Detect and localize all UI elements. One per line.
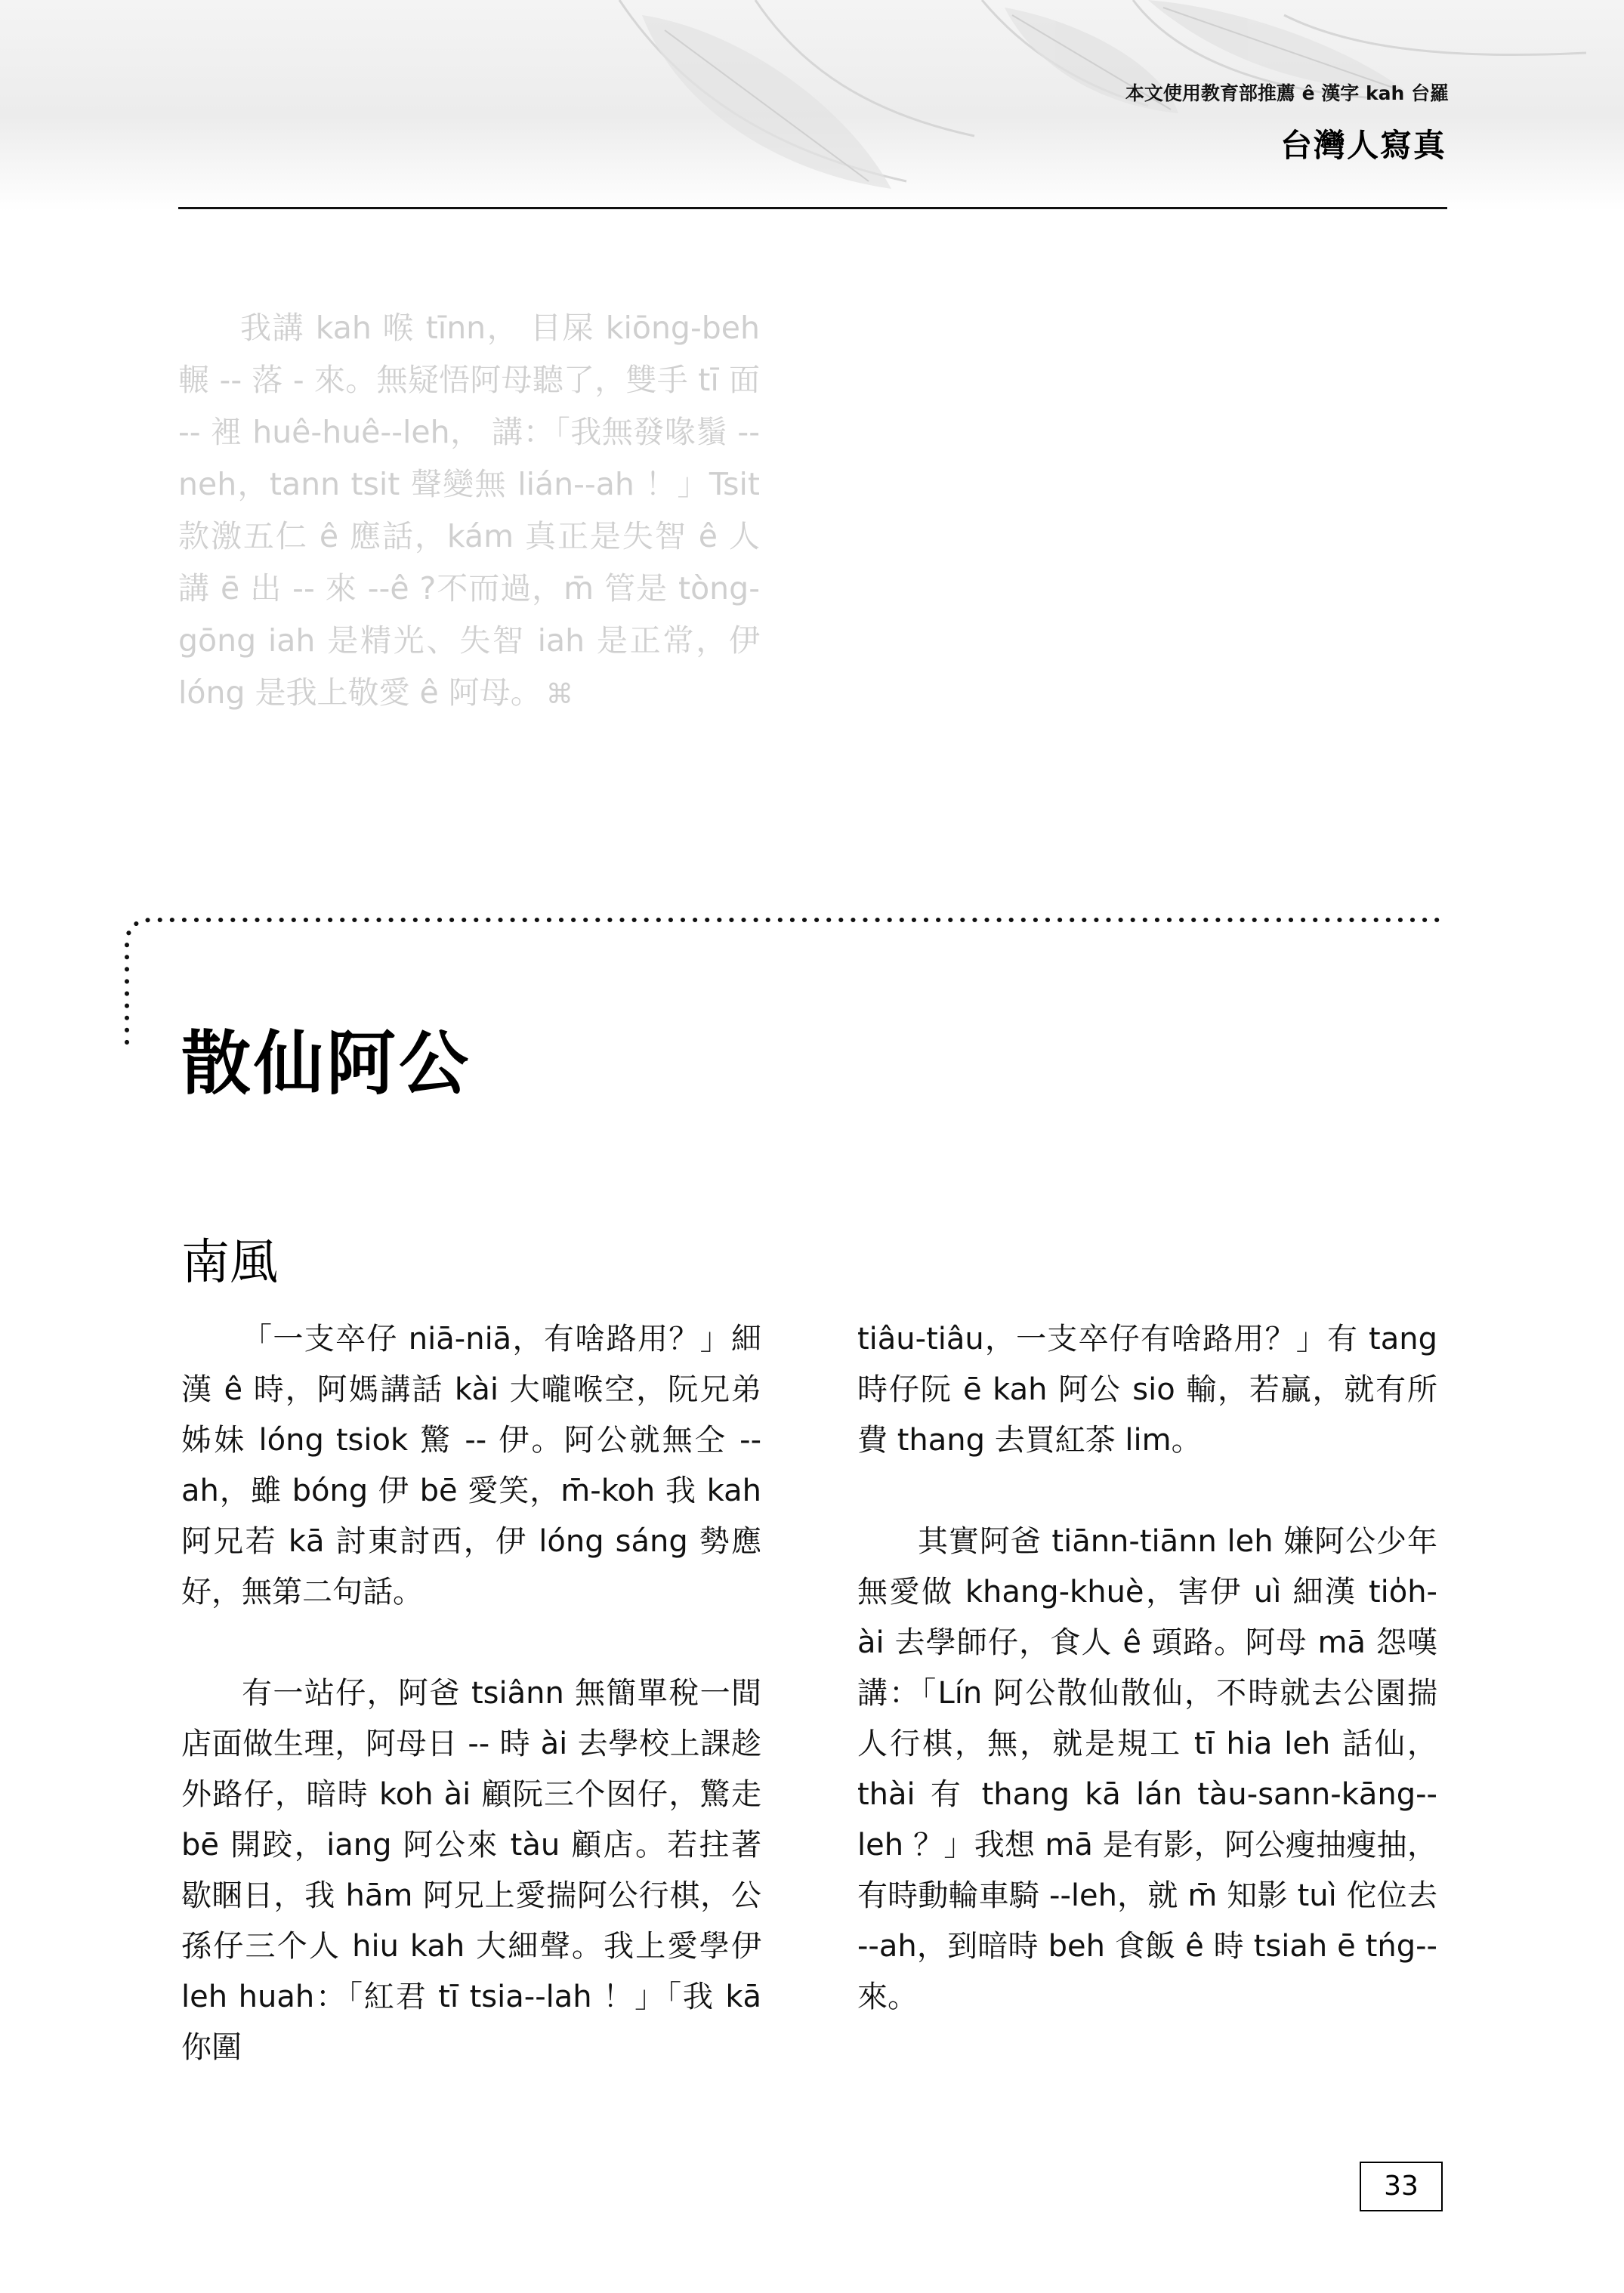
previous-article-ending <box>178 302 760 721</box>
article-author: 南風 <box>181 1235 278 1291</box>
paragraph-continued: tiâu-tiâu，一支卒仔有啥路用？」有 tang 時仔阮 ē kah 阿公 sio 輸，若贏，就有所費 thang 去買紅茶 lim。 <box>857 1322 1437 1458</box>
paragraph: 其實阿爸 tiānn-tiānn leh 嫌阿公少年無愛做 khang-khuè，害伊 uì 細漢 tio̍h-ài 去學師仔，食人 ê 頭路。阿母 mā 怨嘆講：「Lín 阿公散仙散仙，不時就去公園揣人行棋，無，就是規工 tī hia leh 話仙，thài 有 thang kā lán tàu-sann-kāng--leh ？」我想 mā 是有影，阿公瘦抽瘦抽，有時動輪車騎 --leh，就 m̄ 知影 tuì 佗位去 --ah，到暗時 beh 食飯 ê 時 tsiah ē tńg-- 來。 <box>857 1524 1437 2014</box>
header-background <box>0 0 1624 211</box>
header-rule <box>178 207 1447 209</box>
paragraph: 「一支卒仔 niā-niā，有啥路用？」細漢 ê 時，阿媽講話 kài 大嚨喉空，阮兄弟姊妹 lóng tsiok 驚 -- 伊。阿公就無仝 --ah，雖 bóng 伊 bē 愛笑，m̄-koh 我 kah 阿兄若 kā 討東討西，伊 lóng sáng 勢應好，無第二句話。 <box>181 1322 761 1609</box>
end-mark-icon: ⌘ <box>545 679 573 710</box>
page-number: 33 <box>1360 2162 1443 2211</box>
header-credit: 本文使用教育部推薦 ê 漢字 kah 台羅 <box>1125 82 1449 104</box>
article-title: 散仙阿公 <box>181 1023 472 1104</box>
paragraph: 有一站仔，阿爸 tsiânn 無簡單稅一間店面做生理，阿母日 -- 時 ài 去學校上課趁外路仔，暗時 koh ài 顧阮三个囡仔，驚走 bē 開跤，iang 阿公來 tàu 顧店。若拄著歇睏日，我 hām 阿兄上愛揣阿公行棋，公孫仔三个人 hiu kah 大細聲。我上愛學伊 leh huah：「紅君 tī tsia--lah ！」「我 kā 你圍 <box>181 1676 761 2065</box>
previous-article-text: 我講 kah 喉 tīnn， 目屎 kiōng-beh 輾 -- 落 - 來。無疑悟阿母聽了，雙手 tī 面 -- 裡 huê-huê--leh， 講：「我無發喙鬚 --neh，tann tsit 聲變無 lián--ah ！」Tsit 款激五仁 ê 應話，kám 真正是失智 ê 人講 ē 出 -- 來 --ê ?不而過，m̄ 管是 tòng-gōng iah 是精光、失智 iah 是正常，伊 lóng 是我上敬愛 ê 阿母。 <box>178 310 760 711</box>
leaf-pattern-graphic <box>0 0 1624 211</box>
body-column-right <box>857 1314 1437 2023</box>
series-title: 台灣人寫真 <box>1280 127 1446 164</box>
body-column-left <box>181 1314 761 2073</box>
